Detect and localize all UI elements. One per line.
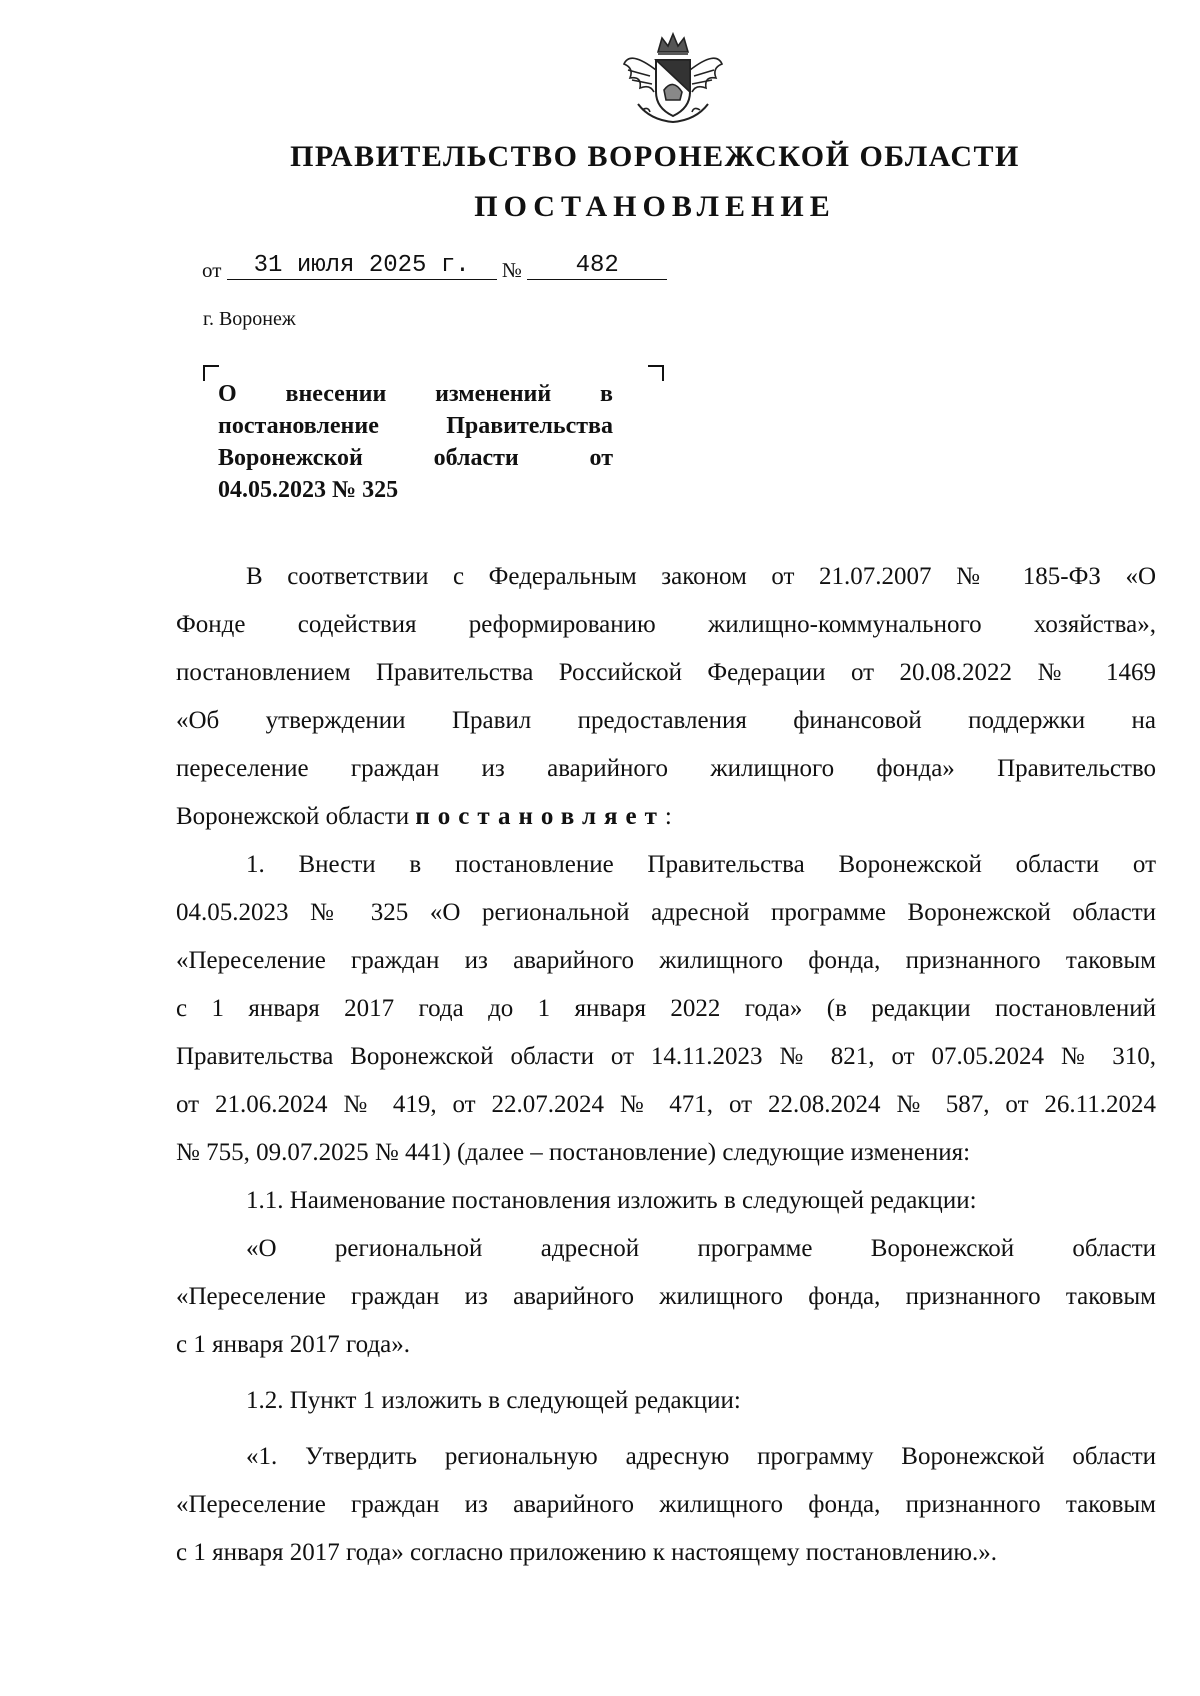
subject-line: О внесении изменений в — [218, 381, 613, 407]
preamble-line: постановлением Правительства Российской Федерации от 20.08.2022 № 1469 — [176, 659, 1156, 686]
preamble-last-start: Воронежской области — [176, 803, 416, 830]
item1-2-quote-line: «Переселение граждан из аварийного жилищного фонда, признанного таковым — [176, 1491, 1156, 1518]
decree-word: постановляет — [415, 803, 665, 830]
subject-line: постановление Правительства — [218, 413, 613, 439]
preamble-line-last — [176, 793, 1156, 841]
date-prefix: от — [202, 258, 222, 282]
item1-1-quote-line: «Переселение граждан из аварийного жилищного фонда, признанного таковым — [176, 1283, 1156, 1310]
subject-line: Воронежской области от — [218, 445, 613, 471]
item1-1-quote-line: «О региональной адресной программе Воронежской области — [246, 1235, 1156, 1262]
item1-1: 1.1. Наименование постановления изложить в следующей редакции: — [246, 1187, 977, 1214]
item1-2-quote-line: «1. Утвердить региональную адресную программу Воронежской области — [246, 1443, 1156, 1470]
item1-line: Правительства Воронежской области от 14.11.2023 № 821, от 07.05.2024 № 310, — [176, 1043, 1156, 1070]
preamble-line: переселение граждан из аварийного жилищного фонда» Правительство — [176, 755, 1156, 782]
item1-line: 1. Внести в постановление Правительства Воронежской области от — [246, 851, 1156, 878]
corner-bracket-left — [203, 365, 219, 381]
subject-line: 04.05.2023 № 325 — [218, 477, 399, 503]
coat-of-arms-icon — [620, 30, 725, 125]
item1-2: 1.2. Пункт 1 изложить в следующей редакции: — [246, 1387, 741, 1414]
document-subject — [218, 378, 613, 506]
item1-line: от 21.06.2024 № 419, от 22.07.2024 № 471, от 22.08.2024 № 587, от 26.11.2024 — [176, 1091, 1156, 1118]
preamble-line: Фонде содействия реформированию жилищно-коммунального хозяйства», — [176, 611, 1156, 638]
preamble-end: : — [664, 803, 672, 830]
document-date: 31 июля 2025 г. — [227, 253, 497, 280]
date-number-line — [202, 252, 667, 286]
item1-line: № 755, 09.07.2025 № 441) (далее – постановление) следующие изменения: — [176, 1139, 971, 1166]
document-body — [176, 553, 1156, 1577]
number-prefix: № — [501, 258, 522, 282]
item1-line: «Переселение граждан из аварийного жилищного фонда, признанного таковым — [176, 947, 1156, 974]
item1-2-quote-line: с 1 января 2017 года» согласно приложению к настоящему постановлению.». — [176, 1539, 998, 1566]
preamble-line: В соответствии с Федеральным законом от 21.07.2007 № 185-ФЗ «О — [246, 563, 1156, 590]
item1-1-quote-line: с 1 января 2017 года». — [176, 1331, 411, 1358]
document-number: 482 — [527, 253, 667, 280]
item1-line: с 1 января 2017 года до 1 января 2022 года» (в редакции постановлений — [176, 995, 1156, 1022]
document-type: ПОСТАНОВЛЕНИЕ — [474, 190, 836, 223]
item1-line: 04.05.2023 № 325 «О региональной адресной программе Воронежской области — [176, 899, 1156, 926]
organization-title: ПРАВИТЕЛЬСТВО ВОРОНЕЖСКОЙ ОБЛАСТИ — [290, 140, 1020, 173]
preamble-line: «Об утверждении Правил предоставления финансовой поддержки на — [176, 707, 1156, 734]
city: г. Воронеж — [203, 308, 296, 330]
corner-bracket-right — [648, 365, 664, 381]
